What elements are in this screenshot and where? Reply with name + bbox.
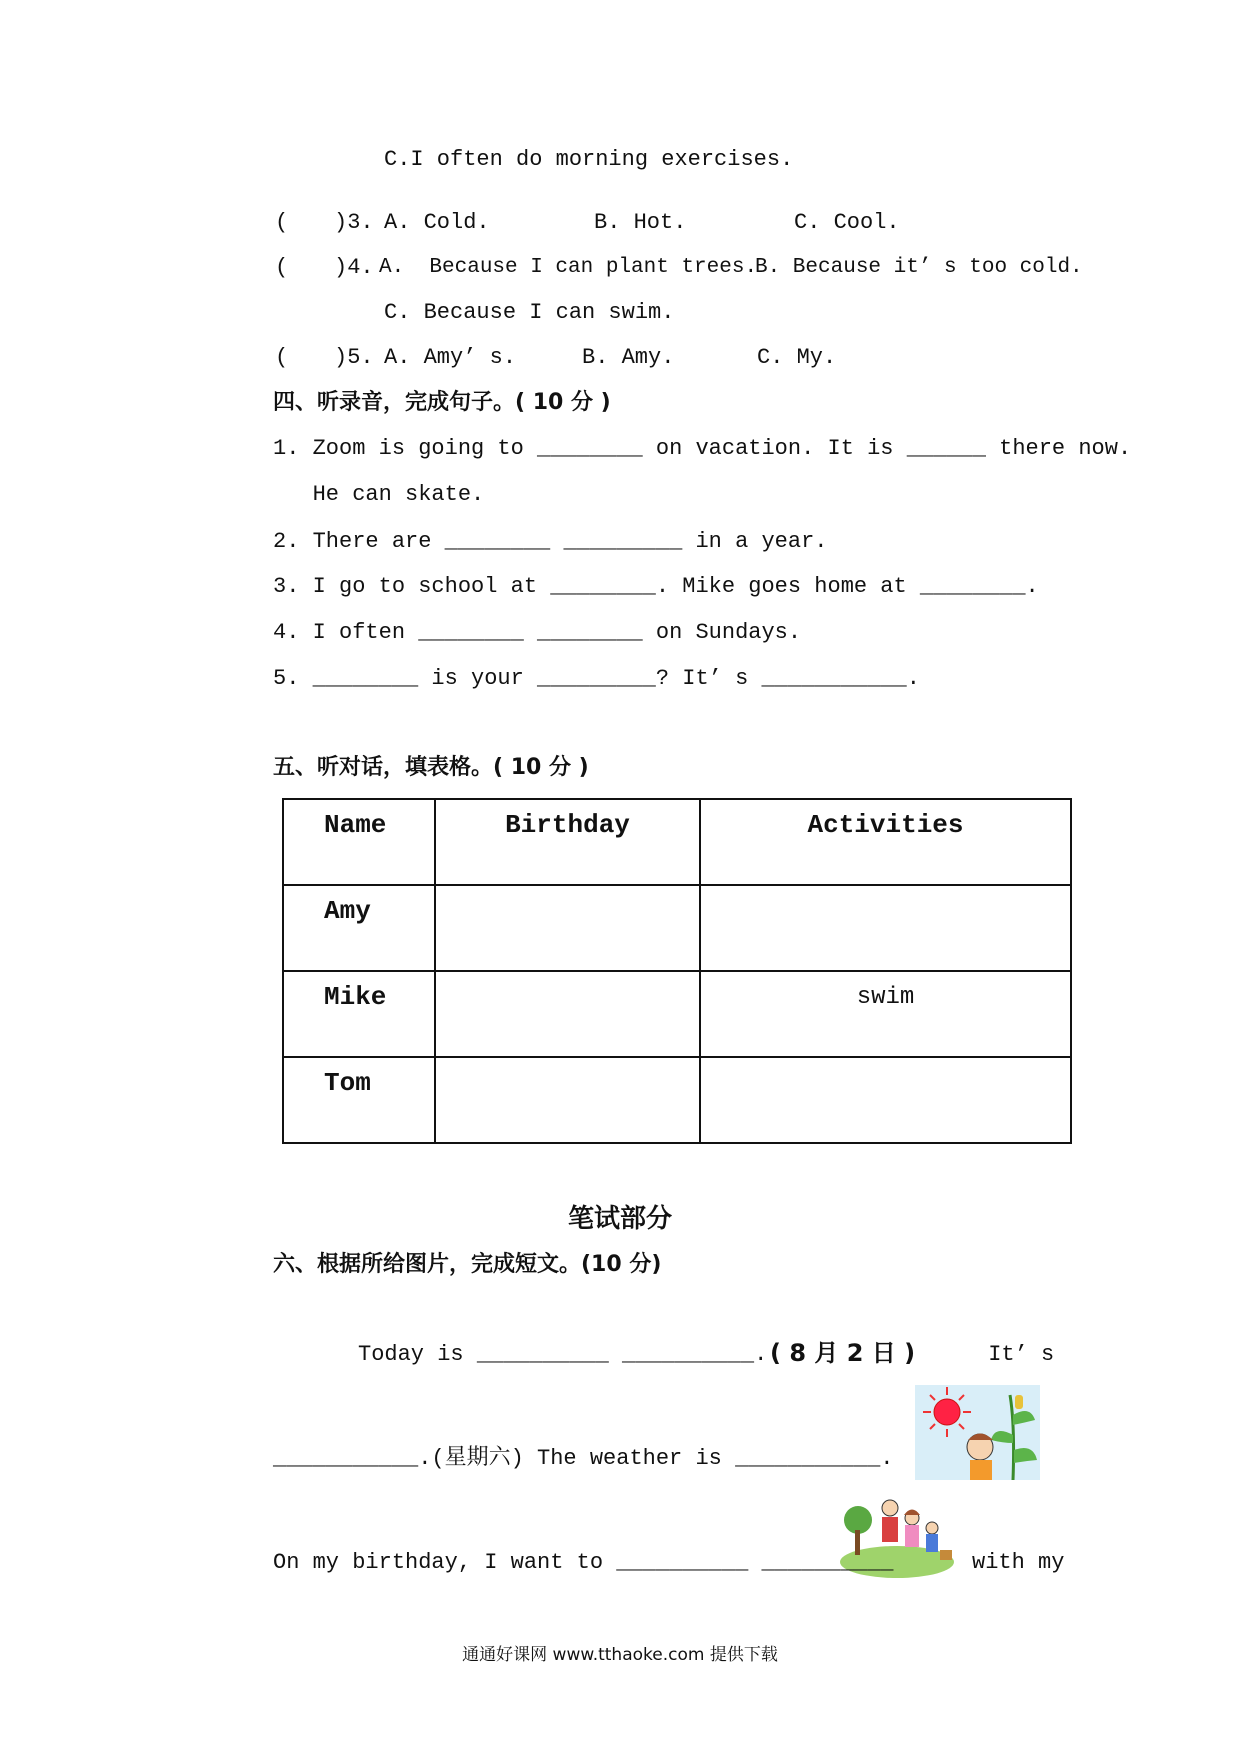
q4-option-a: A. Because I can plant trees. (379, 256, 758, 279)
section6-heading: 六、根据所给图片，完成短文。(10 分) (273, 1252, 662, 1277)
footer-source: 通通好课网 www.tthaoke.com 提供下载 (462, 1645, 778, 1665)
table-row (283, 885, 1071, 971)
table-header-row (283, 799, 1071, 885)
q3-paren: ( (275, 210, 289, 235)
q3-number: )3. (334, 210, 374, 235)
row-activity: swim (700, 971, 1071, 1057)
header-name: Name (283, 799, 435, 885)
sunny-picture (915, 1385, 1040, 1480)
section4-line-6: 5. ________ is your _________? It’ s ___________. (273, 666, 920, 691)
section5-heading: 五、听对话，填表格。( 10 分 ) (273, 755, 589, 780)
section4-line-2: He can skate. (273, 482, 485, 507)
written-part-title: 笔试部分 (567, 1204, 672, 1234)
q5-number: )5. (334, 345, 374, 370)
section4-line-5: 4. I often ________ ________ on Sundays. (273, 620, 802, 645)
q4-number: )4. (334, 255, 374, 280)
q2-option-c: C.I often do morning exercises. (384, 147, 794, 172)
passage-line-3: On my birthday, I want to __________ __________ (273, 1550, 894, 1575)
row-name: Tom (283, 1057, 435, 1143)
passage-line-2: ___________.(星期六) The weather is ___________. (273, 1446, 894, 1471)
section4-heading: 四、听录音，完成句子。( 10 分 ) (273, 390, 611, 415)
table-row (283, 1057, 1071, 1143)
row-activity (700, 1057, 1071, 1143)
q5-option-c: C. My. (757, 345, 837, 370)
q3-option-a: A. Cold. (384, 210, 490, 235)
q4-option-b: B. Because it’ s too cold. (755, 256, 1083, 279)
activities-table (282, 798, 1072, 1144)
q3-option-b: B. Hot. (594, 210, 687, 235)
header-activities: Activities (700, 799, 1071, 885)
row-name: Amy (283, 885, 435, 971)
row-birthday (435, 1057, 700, 1143)
q3-option-c: C. Cool. (794, 210, 900, 235)
section4-line-1: 1. Zoom is going to ________ on vacation. It is ______ there now. (273, 436, 1132, 461)
q5-option-b: B. Amy. (582, 345, 675, 370)
row-activity (700, 885, 1071, 971)
section4-line-3: 2. There are ________ _________ in a year. (273, 529, 828, 554)
date-hint: ( 8 月 2 日 ) (770, 1339, 916, 1367)
sun-boy-icon (915, 1385, 1040, 1480)
section4-line-4: 3. I go to school at ________. Mike goes home at ________. (273, 574, 1039, 599)
passage-line-1: Today is __________ __________. (358, 1342, 768, 1367)
q5-option-a: A. Amy’ s. (384, 345, 517, 370)
row-birthday (435, 885, 700, 971)
header-birthday: Birthday (435, 799, 700, 885)
table-row (283, 971, 1071, 1057)
q5-paren: ( (275, 345, 289, 370)
q4-option-c: C. Because I can swim. (384, 300, 675, 325)
row-name: Mike (283, 971, 435, 1057)
row-birthday (435, 971, 700, 1057)
passage-line-3-end: with my (972, 1550, 1065, 1575)
q4-paren: ( (275, 255, 289, 280)
passage-line-1-end: It’ s (975, 1342, 1055, 1367)
